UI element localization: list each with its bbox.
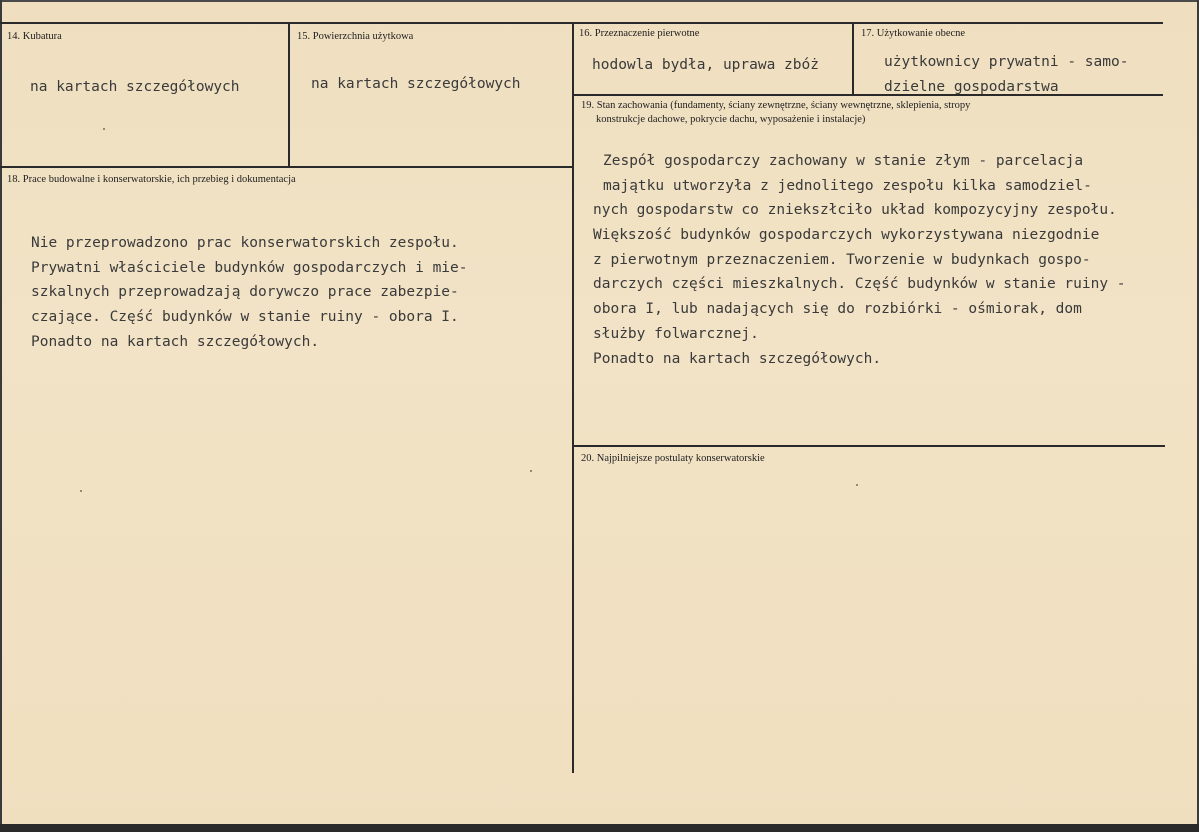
field-14-label: 14. Kubatura (7, 31, 62, 42)
paper-speck (856, 484, 858, 486)
field-19-label-line1: 19. Stan zachowania (fundamenty, ściany zewnętrzne, ściany wewnętrzne, sklepienia, stropy (581, 100, 971, 111)
left-edge (0, 0, 2, 832)
field-18-line: szkalnych przeprowadzają dorywczo prace zabezpie- (31, 284, 459, 301)
field-19-value (593, 149, 1126, 371)
field-19-line: majątku utworzyła z jednolitego zespołu kilka samodziel- (603, 177, 1092, 194)
field-18-line: Prywatni właściciele budynków gospodarczych i mie- (31, 259, 468, 276)
field-19-line: Większość budynków gospodarczych wykorzystywana niezgodnie (593, 227, 1100, 244)
field-19-line: darczych części mieszkalnych. Część budynków w stanie ruiny - (593, 276, 1126, 293)
top-edge (0, 0, 1199, 2)
rule-above-20 (573, 445, 1165, 447)
field-19-line: służby folwarcznej. (593, 325, 759, 342)
field-18-line: Ponadto na kartach szczegółowych. (31, 333, 320, 350)
divider-16-17 (852, 23, 854, 95)
field-16-value: hodowla bydła, uprawa zbóż (592, 57, 819, 73)
field-19-line: nych gospodarstw co zniekszłciło układ kompozycyjny zespołu. (593, 202, 1117, 219)
bottom-edge (0, 824, 1199, 832)
field-16-label: 16. Przeznaczenie pierwotne (579, 28, 700, 39)
center-divider (572, 23, 574, 773)
paper-speck (80, 490, 82, 492)
field-18-label: 18. Prace budowalne i konserwatorskie, ich przebieg i dokumentacja (7, 174, 296, 185)
paper-speck (530, 470, 532, 472)
field-19-line: Ponadto na kartach szczegółowych. (593, 350, 882, 367)
field-18-value (31, 231, 468, 354)
field-19-line: Zespół gospodarczy zachowany w stanie złym - parcelacja (603, 153, 1084, 169)
field-17-label: 17. Użytkowanie obecne (861, 28, 966, 39)
field-17-line: użytkownicy prywatni - samo- (884, 54, 1129, 70)
field-19-line: z pierwotnym przeznaczeniem. Tworzenie w budynkach gospo- (593, 251, 1091, 268)
field-14-value: na kartach szczegółowych (30, 79, 240, 95)
field-17-value (884, 50, 1128, 99)
top-rule (0, 22, 1163, 24)
field-18-line: Nie przeprowadzono prac konserwatorskich zespołu. (31, 235, 459, 251)
divider-14-15 (288, 23, 290, 168)
rule-above-18 (0, 166, 573, 168)
field-19-label-line2: konstrukcje dachowe, pokrycie dachu, wyposażenie i instalacje) (596, 114, 866, 125)
field-15-value: na kartach szczegółowych (311, 76, 521, 92)
field-17-line: dzielne gospodarstwa (884, 78, 1059, 95)
paper-speck (103, 128, 105, 130)
field-20-label: 20. Najpilniejsze postulaty konserwatorskie (581, 453, 765, 464)
field-19-line: obora I, lub nadających się do rozbiórki - ośmiorak, dom (593, 301, 1082, 318)
field-18-line: czające. Część budynków w stanie ruiny - obora I. (31, 309, 459, 326)
field-15-label: 15. Powierzchnia użytkowa (297, 31, 414, 42)
